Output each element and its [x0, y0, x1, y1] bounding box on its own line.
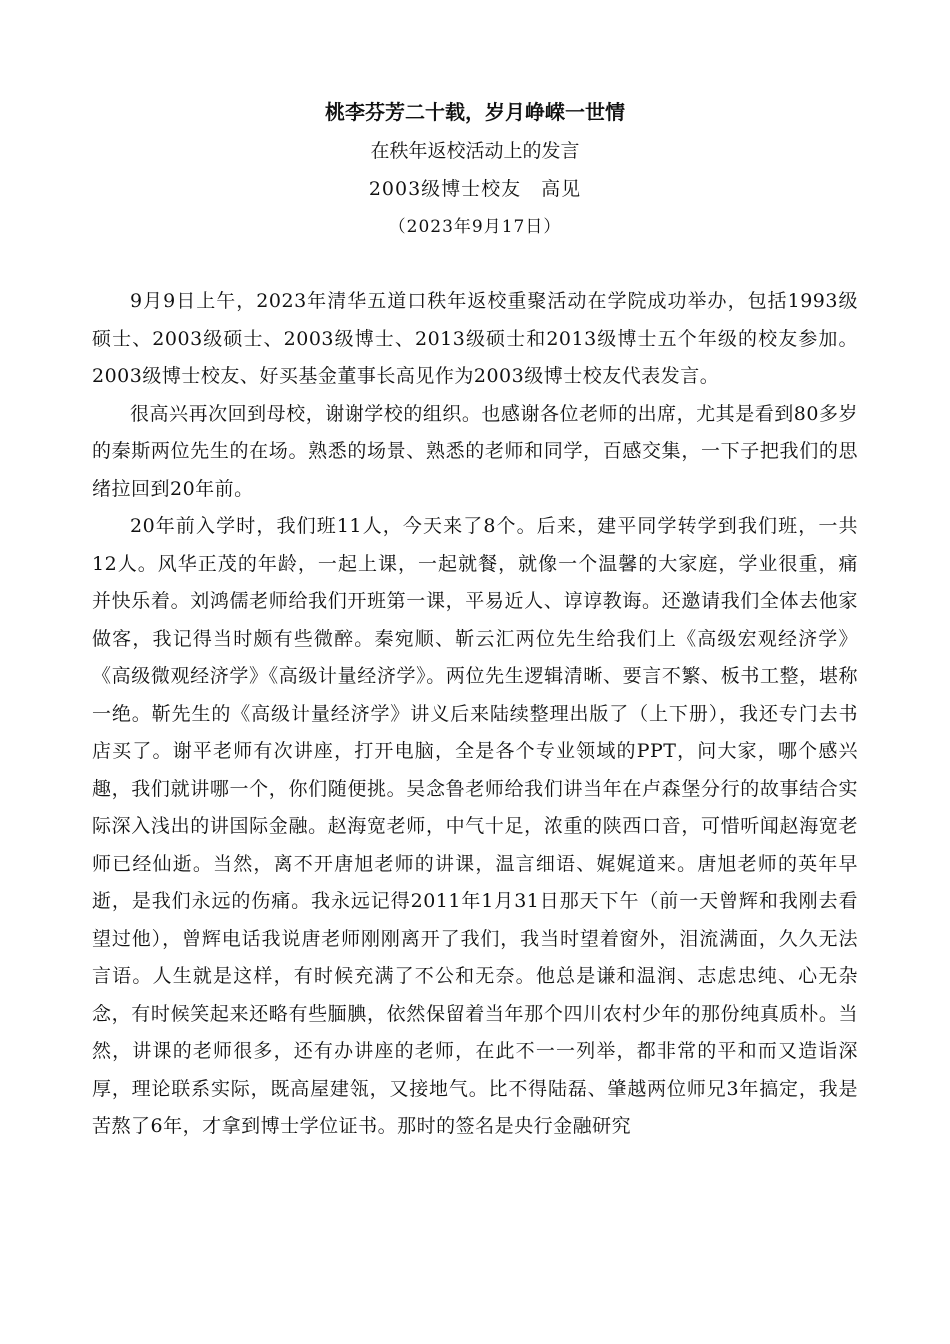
paragraph: 很高兴再次回到母校，谢谢学校的组织。也感谢各位老师的出席，尤其是看到80多岁的秦斯两位先生的在场。熟悉的场景、熟悉的老师和同学，百感交集，一下子把我们的思绪拉回到20年前。 [92, 402, 858, 500]
paragraph: 20年前入学时，我们班11人，今天来了8个。后来，建平同学转学到我们班，一共12人。风华正茂的年龄，一起上课，一起就餐，就像一个温馨的大家庭，学业很重，痛并快乐着。刘鸿儒老师给我们开班第一课，平易近人、谆谆教诲。还邀请我们全体去他家做客，我记得当时颇有些微醉。秦宛顺、靳云汇两位先生给我们上《高级宏观经济学》《高级微观经济学》《高级计量经济学》。两位先生逻辑清晰、要言不繁、板书工整，堪称一绝。靳先生的《高级计量经济学》讲义后来陆续整理出版了（上下册），我还专门去书店买了。谢平老师有次讲座，打开电脑，全是各个专业领域的PPT，问大家，哪个感兴趣，我们就讲哪一个，你们随便挑。吴念鲁老师给我们讲当年在卢森堡分行的故事结合实际深入浅出的讲国际金融。赵海宽老师，中气十足，浓重的陕西口音，可惜听闻赵海宽老师已经仙逝。当然，离不开唐旭老师的讲课，温言细语、娓娓道来。唐旭老师的英年早逝，是我们永远的伤痛。我永远记得2011年1月31日那天下午（前一天曾辉和我刚去看望过他），曾辉电话我说唐老师刚刚离开了我们，我当时望着窗外，泪流满面，久久无法言语。人生就是这样，有时候充满了不公和无奈。他总是谦和温润、志虑忠纯、心无杂念，有时候笑起来还略有些腼腆，依然保留着当年那个四川农村少年的那份纯真质朴。当然，讲课的老师很多，还有办讲座的老师，在此不一一列举，都非常的平和而又造诣深厚，理论联系实际，既高屋建瓴，又接地气。比不得陆磊、肇越两位师兄3年搞定，我是苦熬了6年，才拿到博士学位证书。那时的签名是央行金融研究 [92, 515, 858, 1137]
document-body [92, 283, 858, 1146]
document-subtitle: 在秩年返校活动上的发言 [370, 140, 580, 162]
document-page [92, 92, 858, 1146]
author-line: 2003级博士校友 高见 [368, 178, 582, 200]
document-title: 桃李芬芳二十载，岁月峥嵘一世情 [325, 100, 625, 124]
document-header [92, 92, 858, 246]
speech-date: （2023年9月17日） [388, 217, 562, 237]
paragraph: 9月9日上午，2023年清华五道口秩年返校重聚活动在学院成功举办，包括1993级硕士、2003级硕士、2003级博士、2013级硕士和2013级博士五个年级的校友参加。2003级博士校友、好买基金董事长高见作为2003级博士校友代表发言。 [92, 290, 858, 387]
